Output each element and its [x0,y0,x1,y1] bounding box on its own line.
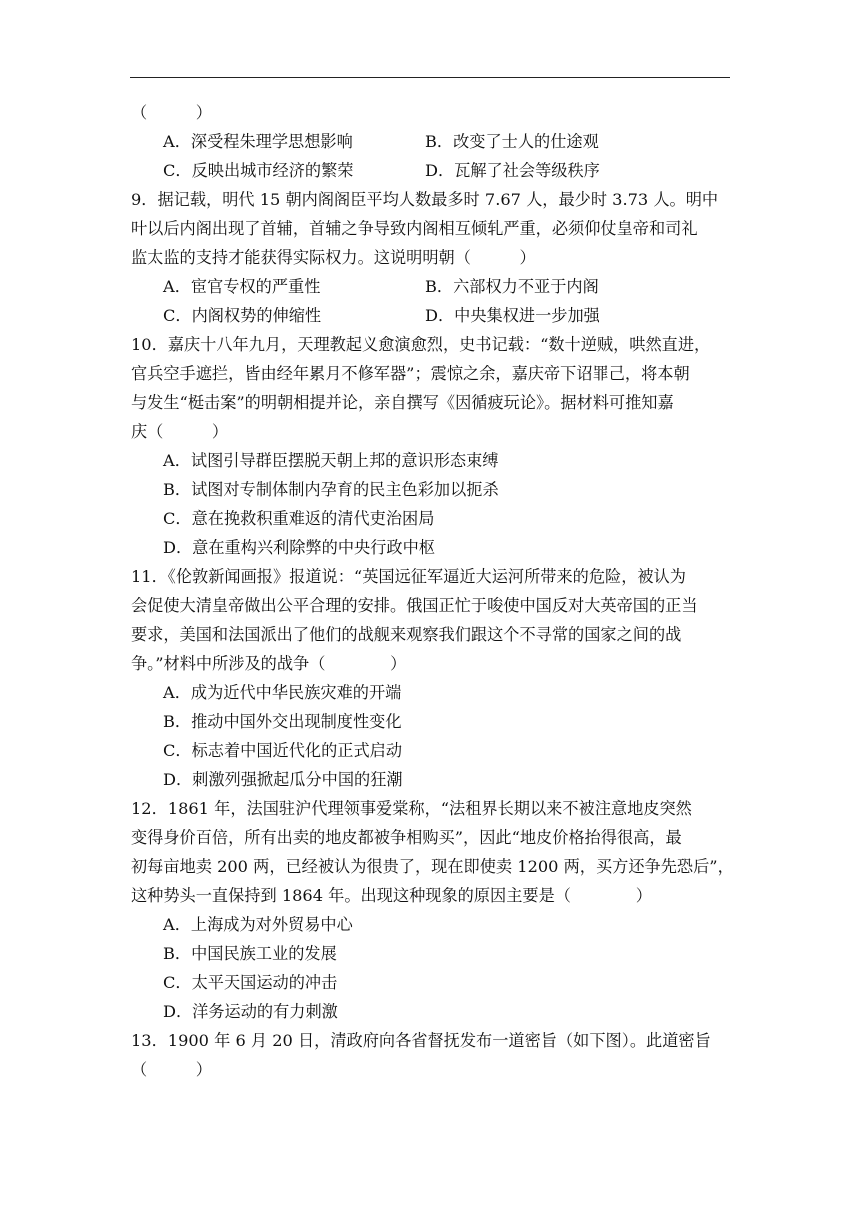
question-12 [131,794,734,1026]
question-8-options-row-2 [131,156,731,185]
option-b[interactable]: B．六部权力不亚于内阁 [425,277,599,296]
option-a[interactable]: A．成为近代中华民族灾难的开端 [163,683,402,702]
option-b[interactable]: B．推动中国外交出现制度性变化 [163,712,402,731]
option-c[interactable]: C．意在挽救积重难返的清代吏治困局 [163,509,435,528]
option-b[interactable]: B．改变了士人的仕途观 [425,132,599,151]
option-a[interactable]: A．试图引导群臣摆脱天朝上邦的意识形态束缚 [163,451,499,470]
question-8-options-row-1 [131,127,731,156]
option-a[interactable]: A．宦官专权的严重性 [163,277,321,296]
option-d[interactable]: D．意在重构兴利除弊的中央行政中枢 [163,538,435,557]
question-11 [131,562,731,794]
header-rule [130,77,730,78]
question-11-stem-line: 争。”材料中所涉及的战争（ ） [131,654,407,673]
question-13 [131,1026,731,1084]
question-10-stem-line: 与发生“梃击案”的明朝相提并论，亲自撰写《因循疲玩论》。据材料可推知嘉 [131,393,674,412]
question-10-stem-line: 庆（ ） [131,422,229,441]
option-b[interactable]: B．试图对专制体制内孕育的民主色彩加以扼杀 [163,480,499,499]
question-9-stem-line: 监太监的支持才能获得实际权力。这说明明朝（ ） [131,248,536,267]
option-d[interactable]: D．瓦解了社会等级秩序 [425,161,600,180]
question-9-stem-line: 9．据记载，明代 15 朝内阁阁臣平均人数最多时 7.67 人，最少时 3.73 人。明中 [131,190,719,209]
option-a[interactable]: A．深受程朱理学思想影响 [163,132,353,151]
question-12-stem-line: 12．1861 年，法国驻沪代理领事爱棠称，“法租界长期以来不被注意地皮突然 [131,799,692,818]
option-d[interactable]: D．刺激列强掀起瓜分中国的狂潮 [163,770,403,789]
question-13-stem-line: 13．1900 年 6 月 20 日，清政府向各省督抚发布一道密旨（如下图）。此道密旨 [131,1031,711,1050]
question-9-stem-line: 叶以后内阁出现了首辅，首辅之争导致内阁相互倾轧严重，必须仰仗皇帝和司礼 [131,219,698,238]
option-c[interactable]: C．反映出城市经济的繁荣 [163,161,354,180]
option-b[interactable]: B．中国民族工业的发展 [163,944,337,963]
question-11-stem-line: 11．《伦敦新闻画报》报道说：“英国远征军逼近大运河所带来的危险，被认为 [131,567,686,586]
question-9 [131,185,731,330]
option-d[interactable]: D．中央集权进一步加强 [425,306,600,325]
question-13-stem-line: （ ） [131,1060,212,1079]
question-10 [131,330,731,562]
question-10-stem-line: 10．嘉庆十八年九月，天理教起义愈演愈烈，史书记载：“数十逆贼，哄然直进， [131,335,711,354]
question-8 [131,98,731,185]
option-c[interactable]: C．标志着中国近代化的正式启动 [163,741,403,760]
question-12-stem-line: 变得身价百倍，所有出卖的地皮都被争相购买”，因此“地皮价格抬得很高，最 [131,828,682,847]
question-10-stem-line: 官兵空手遮拦，皆由经年累月不修军器”；震惊之余，嘉庆帝下诏罪己，将本朝 [131,364,690,383]
question-11-stem-line: 要求，美国和法国派出了他们的战舰来观察我们跟这个不寻常的国家之间的战 [131,625,682,644]
question-9-options-row-2 [131,301,731,330]
question-11-stem-line: 会促使大清皇帝做出公平合理的安排。俄国正忙于唆使中国反对大英帝国的正当 [131,596,698,615]
question-8-stem-tail: （ ） [131,103,212,122]
question-12-stem-line: 初每亩地卖 200 两，已经被认为很贵了，现在即使卖 1200 两，买方还争先恐后”， [131,857,734,876]
option-c[interactable]: C．内阁权势的伸缩性 [163,306,322,325]
exam-page [131,98,734,1084]
option-d[interactable]: D．洋务运动的有力刺激 [163,1002,338,1021]
question-12-stem-line: 这种势头一直保持到 1864 年。出现这种现象的原因主要是（ ） [131,886,652,905]
question-9-options-row-1 [131,272,731,301]
option-a[interactable]: A．上海成为对外贸易中心 [163,915,353,934]
option-c[interactable]: C．太平天国运动的冲击 [163,973,338,992]
